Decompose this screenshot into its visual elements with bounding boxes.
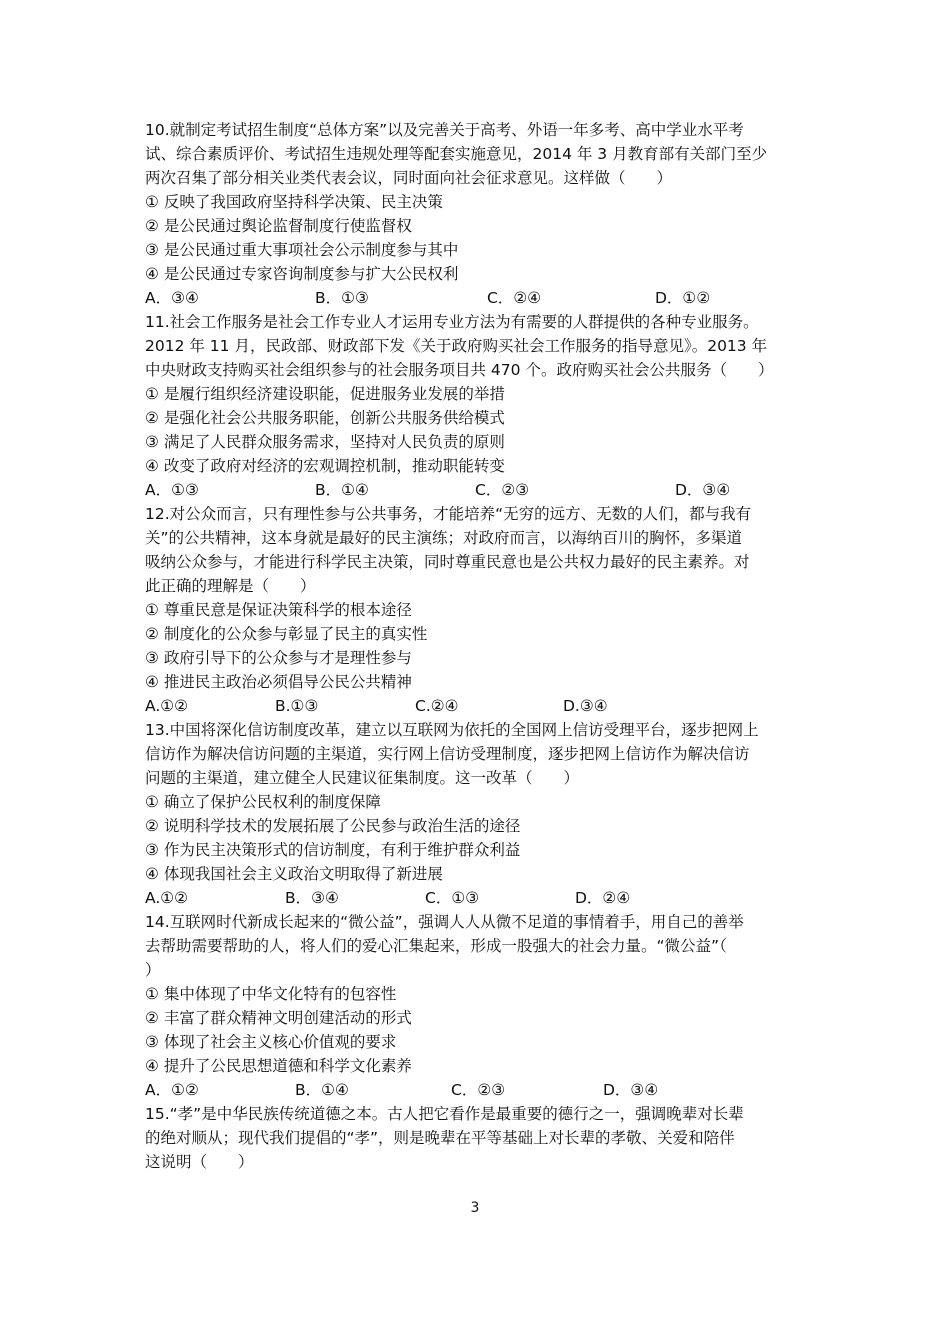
question-11-option-d: D．③④: [675, 481, 731, 499]
question-12-option-d: D.③④: [563, 697, 608, 715]
question-11-stem-line-2: 2012 年 11 月，民政部、财政部下发《关于政府购买社会工作服务的指导意见》。2013 年: [145, 337, 768, 355]
question-13-stem-line-1: 13.中国将深化信访制度改革，建立以互联网为依托的全国网上信访受理平台，逐步把网上: [145, 721, 759, 739]
question-11-option-c: C．②③: [475, 481, 530, 499]
question-13-option-a: A.①②: [145, 889, 189, 907]
question-12-statement-3: ③ 政府引导下的公众参与才是理性参与: [145, 649, 412, 667]
question-10-statement-2: ② 是公民通过舆论监督制度行使监督权: [145, 217, 412, 235]
question-12-option-a: A.①②: [145, 697, 189, 715]
question-12-stem-line-1: 12.对公众而言，只有理性参与公共事务，才能培养“无穷的远方、无数的人们，都与我有: [145, 505, 752, 523]
question-13-stem-line-2: 信访作为解决信访问题的主渠道，实行网上信访受理制度，逐步把网上信访作为解决信访: [145, 745, 750, 763]
question-13-option-d: D．②④: [575, 889, 631, 907]
question-14-statement-1: ① 集中体现了中华文化特有的包容性: [145, 985, 397, 1003]
question-11-option-a: A．①③: [145, 481, 199, 499]
question-12-stem-line-4: 此正确的理解是（ ）: [145, 577, 316, 595]
question-13-statement-1: ① 确立了保护公民权利的制度保障: [145, 793, 381, 811]
question-11-stem-line-1: 11.社会工作服务是社会工作专业人才运用专业方法为有需要的人群提供的各种专业服务。: [145, 313, 759, 331]
question-10-stem-line-2: 试、综合素质评价、考试招生违规处理等配套实施意见，2014 年 3 月教育部有关部门至少: [145, 145, 768, 163]
question-10-options: [145, 286, 825, 310]
question-11-statement-2: ② 是强化社会公共服务职能，创新公共服务供给模式: [145, 409, 505, 427]
question-10-option-d: D．①②: [655, 289, 711, 307]
question-14-stem-line-3: ）: [145, 961, 161, 979]
question-13-option-c: C．①③: [425, 889, 480, 907]
question-12-option-c: C.②④: [415, 697, 459, 715]
question-13-statement-3: ③ 作为民主决策形式的信访制度，有利于维护群众利益: [145, 841, 521, 859]
question-12-statement-2: ② 制度化的公众参与彰显了民主的真实性: [145, 625, 428, 643]
question-list: [145, 118, 825, 1174]
question-10-option-a: A．③④: [145, 289, 199, 307]
question-14-option-a: A．①②: [145, 1081, 199, 1099]
question-15-stem-line-2: 的绝对顺从；现代我们提倡的“孝”，则是晚辈在平等基础上对长辈的孝敬、关爱和陪伴: [145, 1129, 735, 1147]
question-14-option-b: B．①④: [295, 1081, 349, 1099]
question-11-statement-3: ③ 满足了人民群众服务需求，坚持对人民负责的原则: [145, 433, 505, 451]
question-10-option-c: C．②④: [487, 289, 542, 307]
question-12-stem-line-3: 吸纳公众参与，才能进行科学民主决策，同时尊重民意也是公共权力最好的民主素养。对: [145, 553, 750, 571]
question-10-statement-4: ④ 是公民通过专家咨询制度参与扩大公民权利: [145, 265, 459, 283]
question-15-stem-line-3: 这说明（ ）: [145, 1153, 254, 1171]
question-11-statement-1: ① 是履行组织经济建设职能，促进服务业发展的举措: [145, 385, 505, 403]
question-11-options: [145, 478, 825, 502]
question-15-stem-line-1: 15.“孝”是中华民族传统道德之本。古人把它看作是最重要的德行之一，强调晚辈对长辈: [145, 1105, 744, 1123]
question-13-option-b: B．③④: [285, 889, 339, 907]
question-13-stem-line-3: 问题的主渠道，建立健全人民建议征集制度。这一改革（ ）: [145, 769, 580, 787]
question-14-stem-line-1: 14.互联网时代新成长起来的“微公益”，强调人人从微不足道的事情着手，用自己的善举: [145, 913, 744, 931]
question-11-statement-4: ④ 改变了政府对经济的宏观调控机制，推动职能转变: [145, 457, 505, 475]
question-12-options: [145, 694, 825, 718]
question-10-statement-1: ① 反映了我国政府坚持科学决策、民主决策: [145, 193, 443, 211]
question-12-option-b: B.①③: [275, 697, 319, 715]
question-14-option-d: D．③④: [603, 1081, 659, 1099]
question-12-statement-4: ④ 推进民主政治必须倡导公民公共精神: [145, 673, 412, 691]
page-number: 3: [470, 1200, 480, 1216]
question-10-option-b: B．①③: [315, 289, 369, 307]
question-11-option-b: B．①④: [315, 481, 369, 499]
question-10-stem-line-3: 两次召集了部分相关业类代表会议，同时面向社会征求意见。这样做（ ）: [145, 169, 673, 187]
question-14-stem-line-2: 去帮助需要帮助的人，将人们的爱心汇集起来，形成一股强大的社会力量。“微公益”（: [145, 937, 727, 955]
question-10-statement-3: ③ 是公民通过重大事项社会公示制度参与其中: [145, 241, 459, 259]
question-14-statement-4: ④ 提升了公民思想道德和科学文化素养: [145, 1057, 412, 1075]
question-14-statement-3: ③ 体现了社会主义核心价值观的要求: [145, 1033, 397, 1051]
question-11-stem-line-3: 中央财政支持购买社会组织参与的社会服务项目共 470 个。政府购买社会公共服务（ ）: [145, 361, 774, 379]
question-12-statement-1: ① 尊重民意是保证决策科学的根本途径: [145, 601, 412, 619]
question-14-options: [145, 1078, 825, 1102]
question-13-statement-4: ④ 体现我国社会主义政治文明取得了新进展: [145, 865, 443, 883]
question-12-stem-line-2: 关”的公共精神，这本身就是最好的民主演练；对政府而言，以海纳百川的胸怀，多渠道: [145, 529, 743, 547]
question-14-statement-2: ② 丰富了群众精神文明创建活动的形式: [145, 1009, 412, 1027]
question-13-statement-2: ② 说明科学技术的发展拓展了公民参与政治生活的途径: [145, 817, 521, 835]
question-14-option-c: C．②③: [451, 1081, 506, 1099]
question-10-stem-line-1: 10.就制定考试招生制度“总体方案”以及完善关于高考、外语一年多考、高中学业水平考: [145, 121, 744, 139]
question-13-options: [145, 886, 825, 910]
